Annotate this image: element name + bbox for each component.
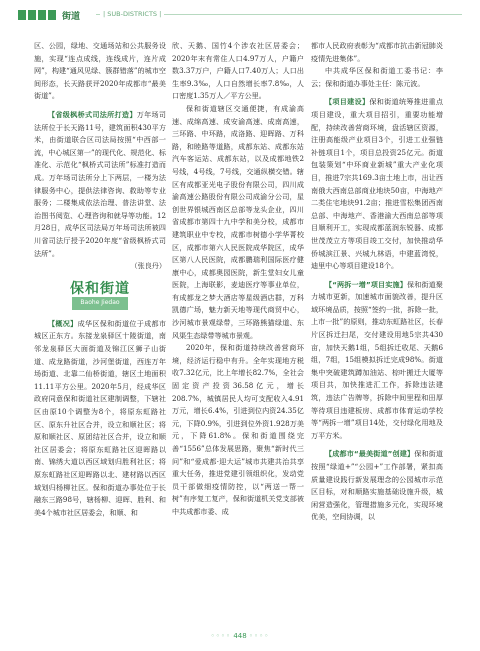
section-heading [34,280,166,310]
paragraph: 【“两拆一增”项目实施】保和街道聚力城市更新，加速城市面貌改善，提升区域环境品质，按照“签约一批，拆除一批，上市一批”的原则，推动东虹路社区，长春片区拆迁扫尾，交付建设用地5宗共430亩，加快天鹅1组，5组拆迁收尾、天鹅6组，7组，15组模拟拆迁完成98%。街道集中突破建筑蹲加油站、棕叶搬迁大厦等项目共，加快推进汇工作，拆除违法建筑，违法广告牌等，拆除中间里程和田厚等待项目违建板房、成都市体育运动学校等“两拆一增”项目14处，交付绿化用地及万平方米。 [311,279,444,440]
section-subtitle-en: Baohe Jiedao [72,297,127,310]
paragraph: 【概况】成华区保和街道位于成都市城区正东方。东接龙泉驿区十陵街道，南邻龙泉驿区大面街道及锦江区狮子山街道、成龙路街道，沙河堡街道，西连万年场街道、北靠二仙桥街道，辖区土地面积11.11平方公里。2020年5月，经成华区政府同意保和街道社区建制调整，下辖社区由原10个调整为8个，将原东虹路社区、原东升社区合并，设立和顺社区；将原和顺社区、原团结社区合并，设立和顺社区居委会；将原东虹路社区迎晖路以南、锦绣大道以西区域划归胜利社区；将原东虹路社区迎晖路以北、建材路以西区域划归杨柳社区。保和街道办事处位于长融东三路98号，辖杨柳、迎晖、胜利、和美4个城市社区居委会，和顺、和 [34,318,167,517]
paragraph: 【省级枫桥式司法所打造】万年场司法所位于长天路11号，建筑面积430平方米，由街道联合区司法局按照“中西部一流，中心城区第一”的现代化、规范化、标准化、示范化“枫桥式司法所”标准打造而成。万年场司法所分上下两层，一楼为法律服务中心，提供法律咨询、救助等专业服务；二楼集成依法治理、普法讲堂、法治图书阅览、心理咨询和就导等功能。12月28日，成华区司法局万年场司法所被四川省司法厅授予2020年度“省级枫桥式司法所”。 [34,109,167,258]
paragraph: 【成都市“最美街道”创建】保和街道按照“绿道+”“公园+”工作部署，紧扣高质量建设践行新发展理念的公园城市示范区目标，对和顺路实施基础设施升级，城闲营造强化，管理措施多元化，实现环境优美，空间协调，以 [311,449,444,522]
author-note: （张良丹） [130,261,166,271]
paragraph: 都市人民政府表彰为“成都市抗击新冠肺炎疫情先进集体”。 [311,41,443,63]
paragraph: 保和街道辖区交通便捷，有成渝高速、成绵高速、成安渝高速、成南高速，三环路、中环路，成洛路、迎晖路、万科路，和睦路等道路，成都东站、成都东站汽车客运站、成都东站，以及成都地铁2号线，4号线，7号线，交通纵横交错。辖区有成都亚光电子股份有限公司，四川成渝高速公路股份有限公司成渝分公司，星创世界银城西南区总部等龙头企业，四川省成都市第四十九中学和美分校，成都市建筑职业中专校，成都市树德小学华菁校区，成都市第六人民医院成华院区，成华区第八人民医院，成都鹏瑞利国际医疗健康中心，成都奥园医院，新生堂妇女儿童医院，上海联影，麦迪医疗等事业单位，有成都龙之梦大酒店等星级酒店群，万科凯德广场，魅力新天地等现代商贸中心，沙河城市景观绿带，三环路熊猫绿道、东风渠生态绿带等城市景观。 [172,103,304,340]
header-subtitle: | SUB-DISTRICTS | [100,10,164,18]
author-note: 中共成华区保和街道工委书记：李云；保和街道办事处主任：陈元波。 [311,66,443,88]
column-2 [172,40,304,519]
paragraph-tag: 【概况】 [48,318,78,328]
column-3 [311,40,443,524]
paragraph-tag: 【省级枫桥式司法所打造】 [48,109,137,119]
page-header [0,0,480,30]
paragraph-tag: 【项目建设】 [325,97,370,107]
paragraph: 2020年，保和街道持续改善营商环境，经济运行稳中有升。全年实现地方税收7.32亿元，比上年增长82.7%，全社会固定资产投资36.58亿元，增长208.7%，城镇居民人均可支配收入4.91万元，增长6.4%，引进到位内资24.35亿元，下降0.9%，引进到位外资1.928万美元，下降61.8%。保和街道围绕完善“1556”总体发展思路，聚焦“新时代三问”和“爱成都·迎大运”城市共建共治共享重大任务，推进党建引领组织化，发动党员干部做细疫情防控，以“两送一帮一树”有序复工复产，保和街道机关党支部被中共成都市委、成 [172,343,304,516]
page-number: ◦◦◦◦ 448 ◦◦◦◦ [210,632,270,640]
header-title: 街道 [62,12,81,22]
paragraph: 欣、天鹅、国竹4个涉农社区居委会；2020年末有常住人口4.97万人，户籍户数3.37万户，户籍人口7.40万人；人口出生率9.3‰，人口自然增长率7.8‰，人口密度1.35万人／平方公里。 [172,41,304,101]
section-title: 保和街道 [70,280,130,297]
header-decoration [18,10,58,20]
paragraph: 【项目建设】保和街道统筹推进重点项目建设，重大项目招引，重要功能增配，持续改善营商环境，盘活辖区资源，注册高能级产业项目3个，引进工业强链补链项目1个，项目总投资25亿元。街道包装策划“中环商业新城”重大产业化项目，推进7宗共169.3亩土地上市，出让西南俄大西南总部商业地块50亩，中海地产二类住宅地块91.2亩；推进雪松集团西南总部、中海地产、香港渝大西南总部等项目顺利开工，实现成都蓝润东锐器、成都世茂茂立方等项目竣工交付，加快推动华侨城滨江景、兴城九林语，中建蓝湾悦，迪里中心等项目建设18个。 [311,97,444,271]
paragraph-tag: 【“两拆一增”项目实施】 [325,279,407,289]
column-1 [34,40,166,519]
paragraph: 区、公园，绿地、交通场站和公共服务设施，实现“连点成线，连线成片，连片成网”，构建“通风见绿、簇群错落”的城市空间形态，长天路获评2020年成都市“最美街道”。 [34,41,166,101]
paragraph-tag: 【成都市“最美街道”创建】 [325,449,415,459]
